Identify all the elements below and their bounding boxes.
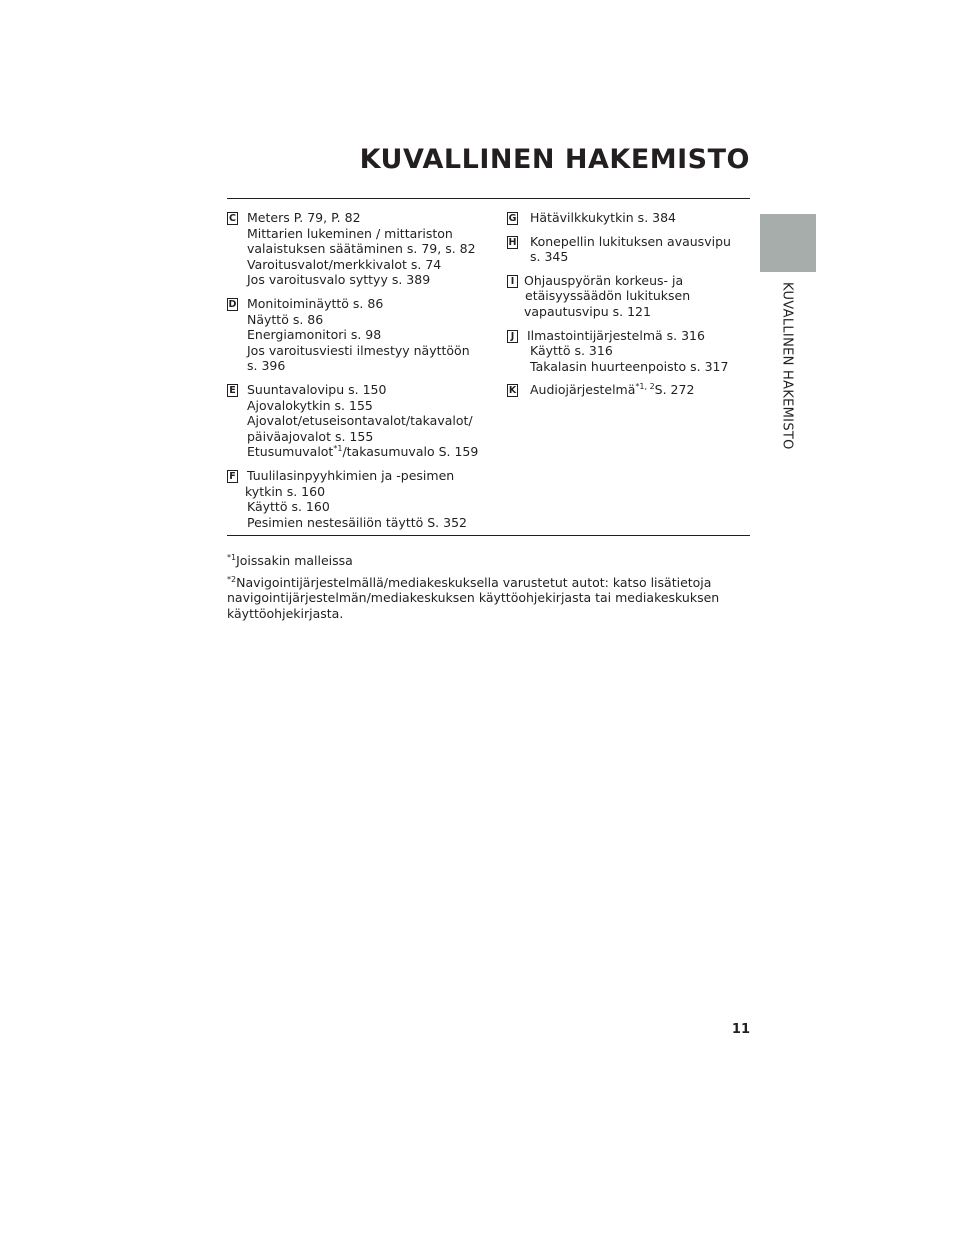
index-entry-h <box>507 234 750 265</box>
index-column-left <box>227 210 487 538</box>
entry-line: s. 396 <box>247 358 286 374</box>
entry-line: s. 345 <box>530 249 569 265</box>
callout-letter-k: K <box>508 385 517 397</box>
entry-line: Takalasin huurteenpoisto s. 317 <box>530 358 729 374</box>
footnotes <box>227 553 767 627</box>
bottom-divider <box>227 535 750 536</box>
index-entry-f <box>227 468 487 530</box>
entry-line: Käyttö s. 316 <box>530 343 613 359</box>
callout-letter-f: F <box>227 470 238 483</box>
page-number: 11 <box>731 1022 750 1037</box>
entry-line: Pesimien nestesäiliön täyttö S. 352 <box>247 514 467 530</box>
entry-line: Ilmastointijärjestelmä s. 316 <box>527 327 705 343</box>
callout-letter-g: G <box>508 213 517 224</box>
footnote-text: Navigointijärjestelmällä/mediakeskuksella varustetut autot: katso lisätietoja navigointijärjestelmän/mediakeskuksen käyttöohjekirjasta tai mediakeskuksen käyttöohjekirjasta. <box>227 574 720 621</box>
entry-line: Jos varoitusvalo syttyy s. 389 <box>247 272 431 288</box>
entry-line-with-footnote <box>247 444 487 460</box>
index-column-right <box>507 210 750 406</box>
callout-letter-e: E <box>227 384 238 397</box>
index-entry-j <box>507 328 750 375</box>
entry-line: Jos varoitusviesti ilmestyy näyttöön <box>247 342 470 358</box>
footnote-2 <box>227 575 767 622</box>
footnote-mark: *1 <box>227 553 237 562</box>
index-entry-c <box>227 210 487 288</box>
footnote-ref: *1 <box>333 444 343 454</box>
index-entry-k <box>507 382 750 398</box>
index-entry-e <box>227 382 487 460</box>
callout-letter-c: C <box>227 212 238 225</box>
entry-text: S. 272 <box>654 382 695 398</box>
chapter-side-label: KUVALLINEN HAKEMISTO <box>779 282 795 450</box>
entry-text: Audiojärjestelmä <box>530 382 636 398</box>
entry-line: Konepellin lukituksen avausvipu <box>530 233 731 249</box>
footnote-1 <box>227 553 767 569</box>
entry-line: Suuntavalovipu s. 150 <box>247 381 387 397</box>
entry-line: Varoitusvalot/merkkivalot s. 74 <box>247 256 442 272</box>
footnote-mark: *2 <box>227 574 237 584</box>
callout-letter-i: I <box>507 275 518 288</box>
chapter-tab-marker <box>760 214 816 272</box>
entry-line: Ajovalokytkin s. 155 <box>247 397 373 413</box>
entry-line: vapautusvipu s. 121 <box>524 303 651 319</box>
entry-line: Monitoiminäyttö s. 86 <box>247 295 384 311</box>
entry-line: Hätävilkkukytkin s. 384 <box>530 210 676 225</box>
index-entry-i <box>507 273 750 320</box>
callout-letter-d: D <box>228 298 237 310</box>
page-title: KUVALLINEN HAKEMISTO <box>359 144 750 175</box>
footnote-ref: *1, 2 <box>635 382 655 392</box>
index-entry-g <box>507 210 750 226</box>
entry-line: päiväajovalot s. 155 <box>247 428 374 444</box>
index-entry-d <box>227 296 487 374</box>
entry-line: valaistuksen säätäminen s. 79, s. 82 <box>247 241 476 257</box>
entry-line: Käyttö s. 160 <box>247 499 330 515</box>
entry-line: Ajovalot/etuseisontavalot/takavalot/ <box>247 413 473 429</box>
entry-line: Energiamonitori s. 98 <box>247 327 382 343</box>
entry-text: /takasumuvalo S. 159 <box>342 444 479 460</box>
callout-letter-j: J <box>507 330 518 343</box>
callout-letter-h: H <box>508 236 517 248</box>
top-divider <box>227 198 750 199</box>
entry-line-with-footnote <box>530 382 750 398</box>
entry-line: Meters P. 79, P. 82 <box>247 210 361 225</box>
entry-line: Näyttö s. 86 <box>247 311 324 327</box>
entry-line: kytkin s. 160 <box>245 483 326 499</box>
entry-text: Etusumuvalot <box>247 444 334 460</box>
entry-line: Tuulilasinpyyhkimien ja -pesimen <box>247 467 455 483</box>
entry-line: Mittarien lukeminen / mittariston <box>247 225 453 241</box>
entry-line: Ohjauspyörän korkeus- ja <box>524 272 684 288</box>
entry-line: etäisyyssäädön lukituksen <box>525 288 691 304</box>
footnote-text: Joissakin malleissa <box>236 553 353 568</box>
